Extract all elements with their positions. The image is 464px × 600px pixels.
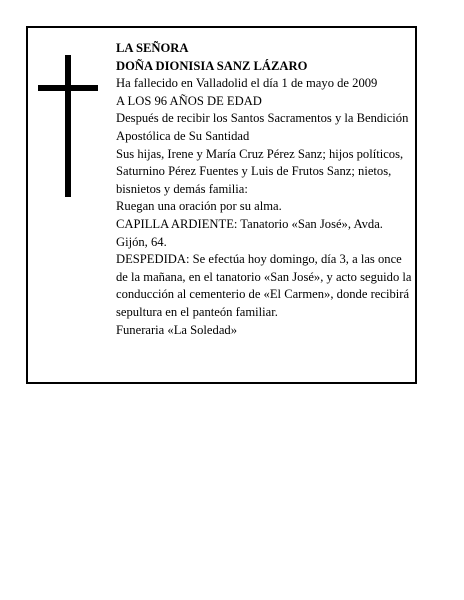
notice-text bbox=[116, 40, 412, 339]
sacraments-line: Después de recibir los Santos Sacramentos y la Bendición Apostólica de Su Santidad bbox=[116, 111, 409, 143]
family-line: Sus hijas, Irene y María Cruz Pérez Sanz; hijos políticos, Saturnino Pérez Fuentes y Luis de Frutos Sanz; nietos, bisnietos y demás familia: bbox=[116, 146, 404, 196]
obituary-notice bbox=[26, 26, 417, 384]
cross-horizontal-bar bbox=[38, 85, 98, 91]
notice-title: LA SEÑORA bbox=[116, 41, 189, 55]
cross-icon bbox=[38, 55, 98, 197]
funeral-home-line: Funeraria «La Soledad» bbox=[116, 322, 237, 337]
age-line: A LOS 96 AÑOS DE EDAD bbox=[116, 93, 262, 108]
prayer-line: Ruegan una oración por su alma. bbox=[116, 199, 282, 214]
chapel-line: CAPILLA ARDIENTE: Tanatorio «San José», Avda. Gijón, 64. bbox=[116, 216, 383, 249]
farewell-line: DESPEDIDA: Se efectúa hoy domingo, día 3, a las once de la mañana, en el tanatorio «San José», y acto seguido la conducción al cementerio de «El Carmen», donde recibirá sepultura en el panteón familiar. bbox=[116, 252, 412, 319]
deceased-name: DOÑA DIONISIA SANZ LÁZARO bbox=[116, 58, 308, 73]
cross-vertical-bar bbox=[65, 55, 71, 197]
death-line: Ha fallecido en Valladolid el día 1 de mayo de 2009 bbox=[116, 76, 378, 91]
